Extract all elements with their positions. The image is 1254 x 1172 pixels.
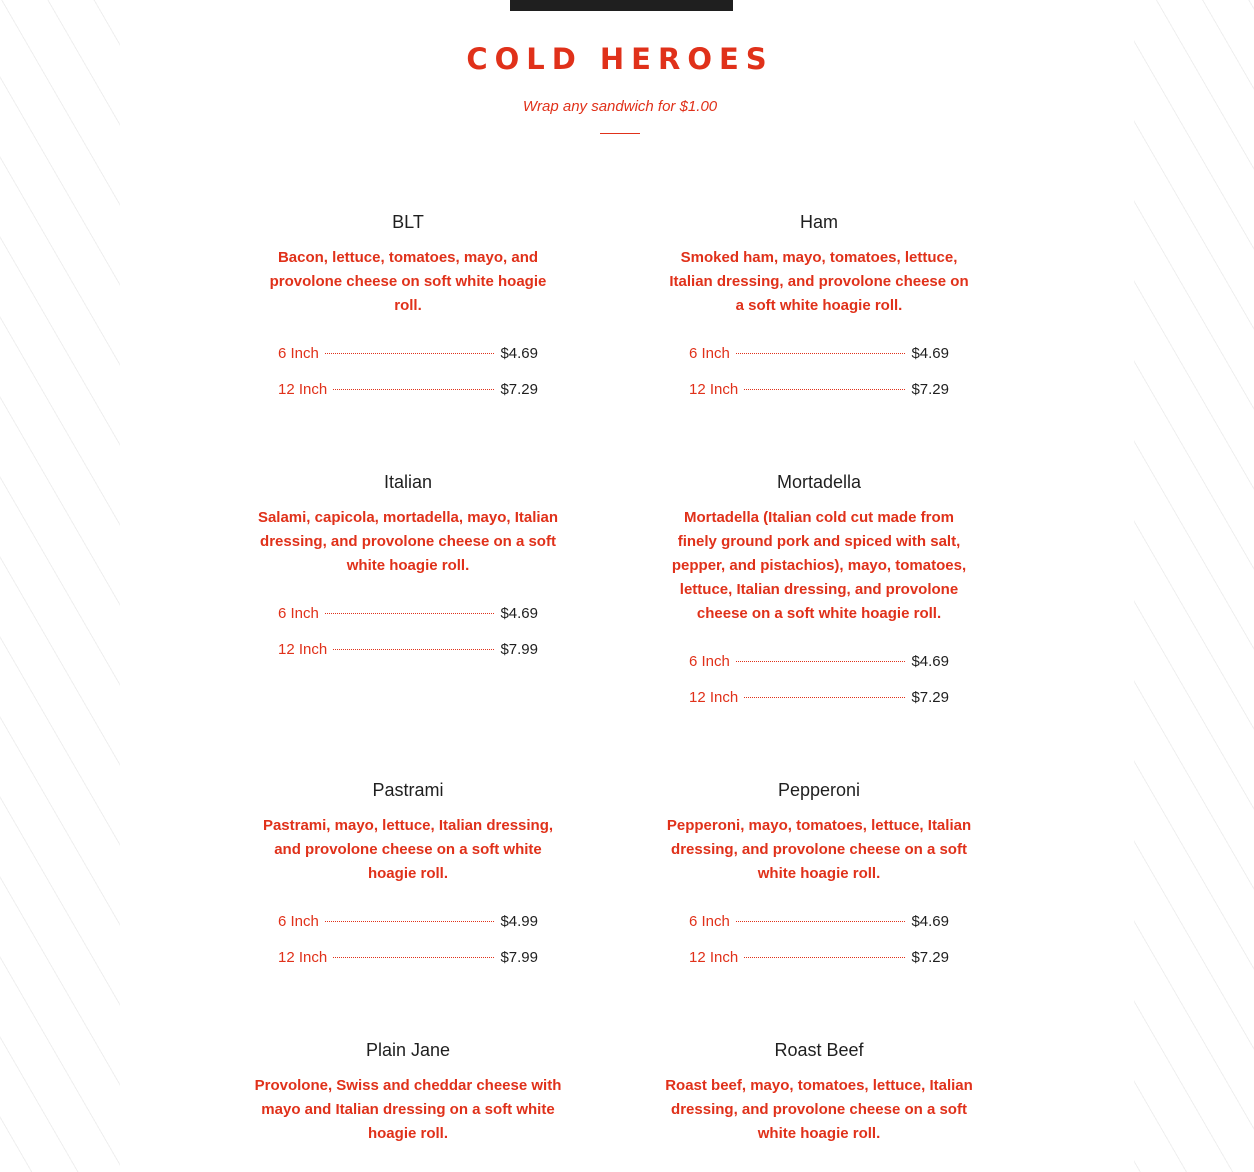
item-description: Provolone, Swiss and cheddar cheese with mayo and Italian dressing on a soft white hoagie roll.	[254, 1077, 562, 1142]
price-size: 6 Inch	[689, 913, 730, 930]
item-name: Pepperoni	[777, 780, 861, 800]
item-name: Mortadella	[776, 472, 862, 492]
dot-leader	[736, 661, 906, 662]
price-row	[278, 638, 538, 674]
menu-item-pepperoni	[659, 778, 979, 982]
item-description: Salami, capicola, mortadella, mayo, Italian dressing, and provolone cheese on a soft white hoagie roll.	[257, 509, 559, 574]
dot-leader	[333, 389, 494, 390]
dot-leader	[325, 353, 495, 354]
price-size: 12 Inch	[278, 641, 328, 658]
price-value: $4.99	[500, 913, 538, 930]
dot-leader	[744, 957, 905, 958]
item-name: Pastrami	[372, 780, 444, 800]
price-list	[689, 342, 949, 414]
menu-item-blt	[248, 210, 568, 414]
item-description: Mortadella (Italian cold cut made from finely ground pork and spiced with salt, pepper, and pistachios), mayo, tomatoes, lettuce, Italian dressing, and provolone cheese on a soft white hoagie roll.	[671, 509, 967, 622]
price-size: 6 Inch	[689, 653, 730, 670]
dot-leader	[325, 613, 495, 614]
menu-item-mortadella	[659, 470, 979, 722]
price-value: $7.99	[500, 641, 538, 658]
price-list	[278, 342, 538, 414]
item-name: Roast Beef	[774, 1040, 864, 1060]
price-size: 6 Inch	[278, 913, 319, 930]
price-row	[278, 602, 538, 638]
dot-leader	[744, 389, 905, 390]
menu-item-plain-jane	[248, 1038, 568, 1146]
item-name: Italian	[383, 472, 433, 492]
price-value: $4.69	[911, 913, 949, 930]
price-value: $7.29	[911, 381, 949, 398]
item-description: Roast beef, mayo, tomatoes, lettuce, Italian dressing, and provolone cheese on a soft white hoagie roll.	[665, 1077, 973, 1142]
price-value: $4.69	[911, 345, 949, 362]
price-value: $7.29	[911, 689, 949, 706]
price-row	[278, 946, 538, 982]
price-size: 6 Inch	[278, 605, 319, 622]
price-row	[689, 946, 949, 982]
price-value: $7.29	[500, 381, 538, 398]
price-row	[689, 650, 949, 686]
price-list	[689, 910, 949, 982]
price-size: 12 Inch	[278, 381, 328, 398]
price-size: 12 Inch	[689, 949, 739, 966]
price-value: $4.69	[500, 605, 538, 622]
dot-leader	[736, 353, 906, 354]
section-divider	[600, 133, 640, 134]
price-size: 6 Inch	[689, 345, 730, 362]
price-size: 6 Inch	[278, 345, 319, 362]
price-value: $7.29	[911, 949, 949, 966]
item-description: Pastrami, mayo, lettuce, Italian dressing, and provolone cheese on a soft white hoagie roll.	[262, 817, 554, 882]
section-title: COLD HEROES	[466, 42, 774, 76]
price-row	[689, 342, 949, 378]
item-description: Pepperoni, mayo, tomatoes, lettuce, Italian dressing, and provolone cheese on a soft white hoagie roll.	[666, 817, 972, 882]
dot-leader	[333, 957, 494, 958]
item-description: Bacon, lettuce, tomatoes, mayo, and provolone cheese on soft white hoagie roll.	[269, 249, 547, 314]
price-list	[689, 650, 949, 722]
dot-leader	[325, 921, 495, 922]
menu-item-roast-beef	[659, 1038, 979, 1146]
menu-item-pastrami	[248, 778, 568, 982]
dot-leader	[333, 649, 494, 650]
dot-leader	[744, 697, 905, 698]
price-row	[278, 342, 538, 378]
price-row	[689, 686, 949, 722]
top-bar	[510, 0, 733, 11]
dot-leader	[736, 921, 906, 922]
price-row	[689, 378, 949, 414]
price-value: $4.69	[911, 653, 949, 670]
item-name: Plain Jane	[365, 1040, 451, 1060]
price-list	[278, 602, 538, 674]
price-list	[278, 910, 538, 982]
price-row	[278, 910, 538, 946]
item-name: Ham	[799, 212, 838, 232]
price-row	[689, 910, 949, 946]
menu-item-ham	[659, 210, 979, 414]
price-row	[278, 378, 538, 414]
price-value: $4.69	[500, 345, 538, 362]
item-name: BLT	[392, 212, 424, 232]
price-value: $7.99	[500, 949, 538, 966]
section-subtitle: Wrap any sandwich for $1.00	[522, 98, 718, 115]
menu-item-italian	[248, 470, 568, 674]
price-size: 12 Inch	[689, 689, 739, 706]
item-description: Smoked ham, mayo, tomatoes, lettuce, Italian dressing, and provolone cheese on a soft white hoagie roll.	[669, 249, 969, 314]
price-size: 12 Inch	[689, 381, 739, 398]
price-size: 12 Inch	[278, 949, 328, 966]
